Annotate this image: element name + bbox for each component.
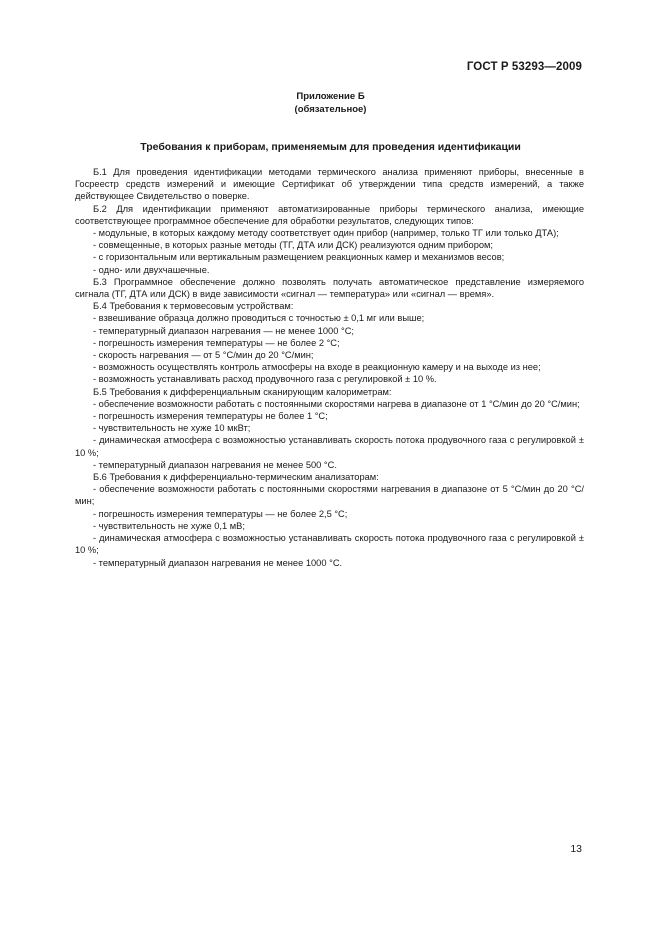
body-paragraph: Б.2 Для идентификации применяют автоматизированные приборы термического анализа, имеющие соответствующее программное обеспечение для обработки результатов, следующих типов: (75, 203, 584, 226)
body-text (75, 166, 584, 569)
body-paragraph: - погрешность измерения температуры не более 1 °С; (93, 411, 328, 422)
body-paragraph: - погрешность измерения температуры — не более 2 °С; (93, 337, 340, 348)
annex-heading (0, 90, 661, 116)
body-paragraph: - чувствительность не хуже 10 мкВт; (93, 423, 251, 434)
body-paragraph: - температурный диапазон нагревания не менее 1000 °С. (93, 557, 343, 568)
body-paragraph: Б.1 Для проведения идентификации методами термического анализа применяют приборы, внесенные в Госреестр средств измерений и имеющие Сертификат об утверждении типа средств измерений, а также действующее Свидетельство о поверке. (75, 167, 584, 202)
body-paragraph: - температурный диапазон нагревания — не менее 1000 °С; (93, 325, 354, 336)
body-paragraph: - возможность осуществлять контроль атмосферы на входе в реакционную камеру и на выходе из нее; (93, 362, 541, 373)
body-paragraph: - погрешность измерения температуры — не более 2,5 °С; (93, 508, 348, 519)
body-paragraph: - возможность устанавливать расход продувочного газа с регулировкой ± 10 %. (93, 374, 437, 385)
body-paragraph: - чувствительность не хуже 0,1 мВ; (93, 520, 245, 531)
body-paragraph: - обеспечение возможности работать с постоянными скоростями нагревания в диапазоне от 5 °С/мин до 20 °С/мин; (75, 484, 584, 507)
body-paragraph: - модульные, в которых каждому методу соответствует один прибор (например, только ТГ или только ДТА); (93, 228, 559, 239)
annex-title: Приложение Б (296, 91, 365, 102)
annex-status: (обязательное) (294, 104, 367, 115)
body-paragraph: - одно- или двухчашечные. (93, 264, 210, 275)
body-paragraph: - обеспечение возможности работать с постоянными скоростями нагрева в диапазоне от 1 °С/мин до 20 °С/мин; (93, 398, 580, 409)
page-number: 13 (570, 843, 582, 855)
body-paragraph: - температурный диапазон нагревания не менее 500 °С. (93, 459, 337, 470)
body-paragraph: - взвешивание образца должно проводиться с точностью ± 0,1 мг или выше; (93, 313, 425, 324)
body-paragraph: - динамическая атмосфера с возможностью устанавливать скорость потока продувочного газа с регулировкой ± 10 %; (75, 435, 584, 458)
body-paragraph: Б.5 Требования к дифференциальным сканирующим калориметрам: (93, 386, 392, 397)
body-paragraph: Б.3 Программное обеспечение должно позволять получать автоматическое представление измеряемого сигнала (ТГ, ДТА или ДСК) в виде зависимости «сигнал — температура» или «сигнал — время». (75, 276, 584, 300)
body-paragraph: - динамическая атмосфера с возможностью устанавливать скорость потока продувочного газа с регулировкой ± 10 %; (75, 533, 584, 556)
body-paragraph: - совмещенные, в которых разные методы (ТГ, ДТА или ДСК) реализуются одним прибором; (93, 240, 494, 251)
body-paragraph: Б.4 Требования к термовесовым устройствам: (93, 301, 294, 312)
body-paragraph: - с горизонтальным или вертикальным размещением реакционных камер и механизмов весов; (93, 252, 505, 263)
section-title: Требования к приборам, применяемым для проведения идентификации (140, 141, 521, 153)
standard-number: ГОСТ Р 53293—2009 (466, 61, 582, 73)
body-paragraph: - скорость нагревания — от 5 °С/мин до 20 °С/мин; (93, 350, 314, 361)
body-paragraph: Б.6 Требования к дифференциально-термическим анализаторам: (93, 472, 379, 483)
